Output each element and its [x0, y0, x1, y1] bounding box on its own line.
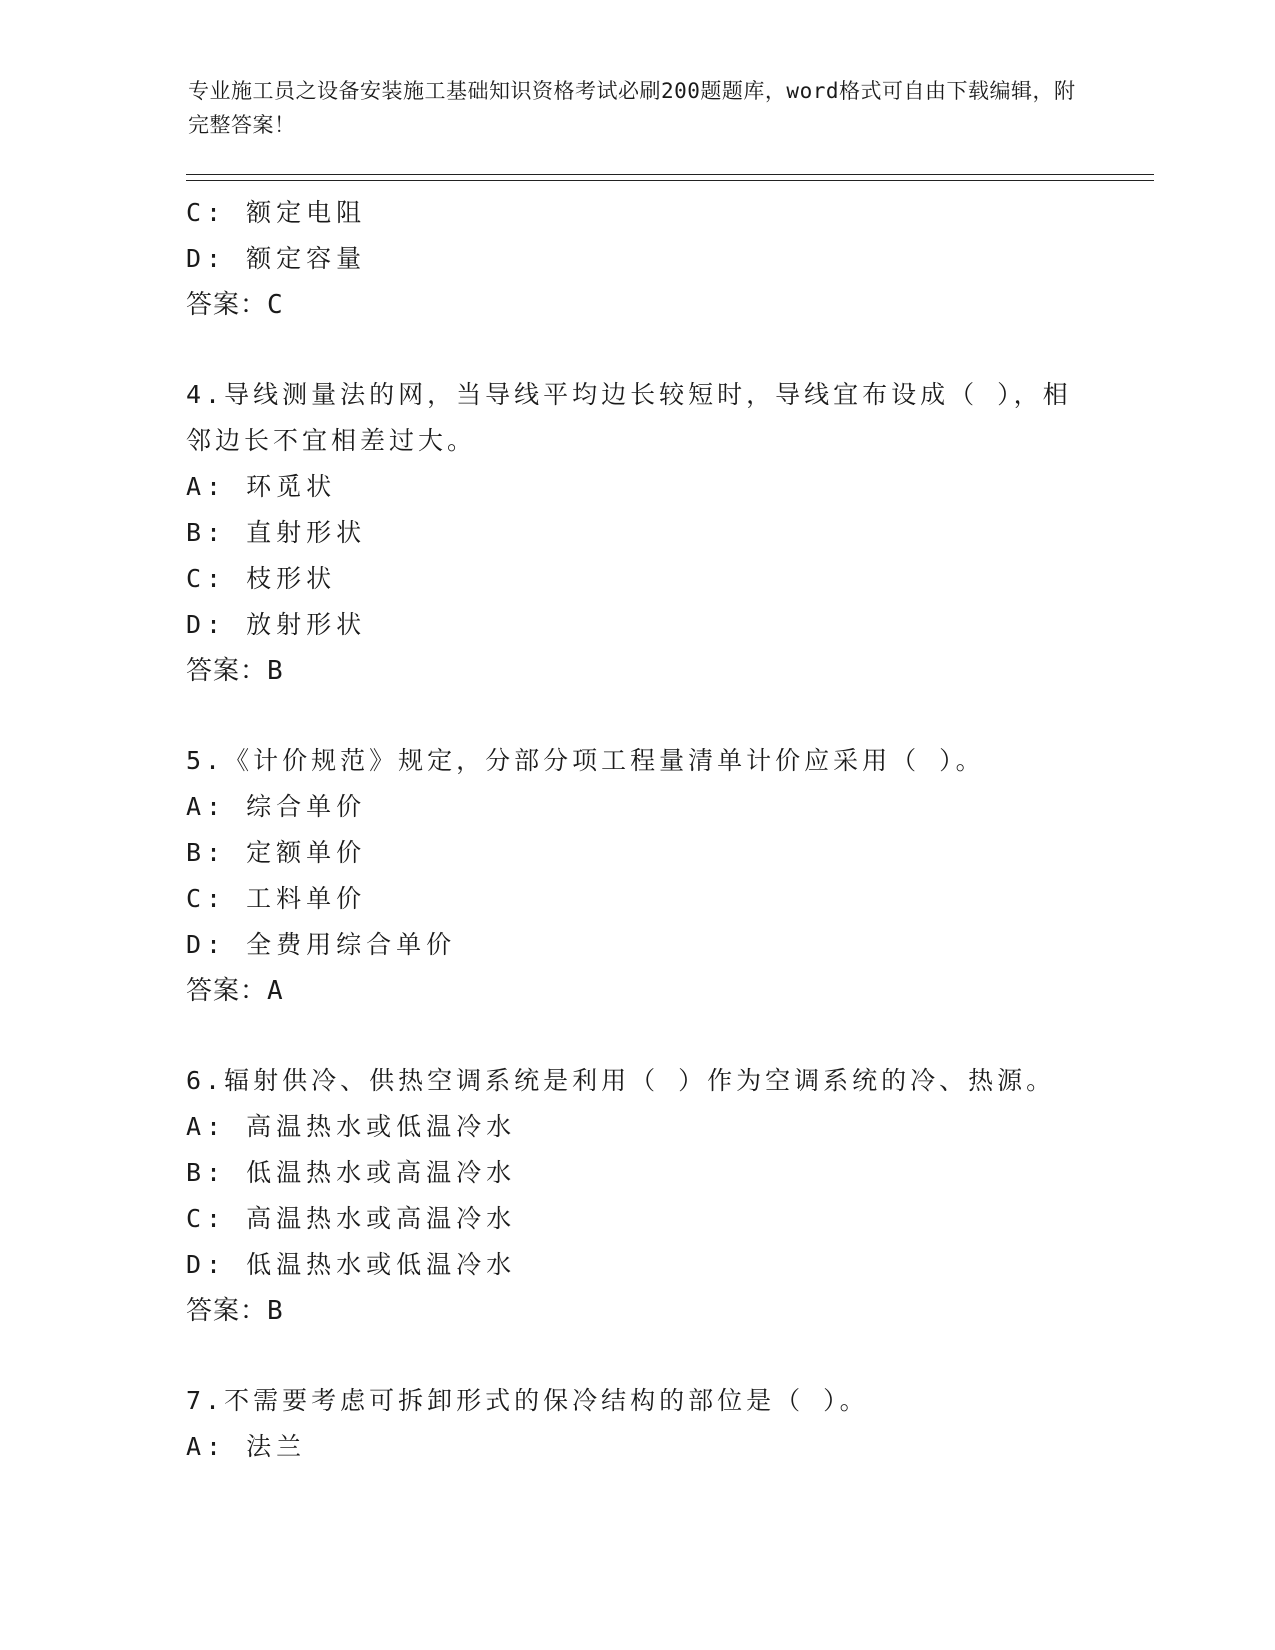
- answer: 答案：B: [186, 656, 284, 686]
- answer: 答案：B: [186, 1296, 284, 1326]
- question-stem: 5.《计价规范》规定，分部分项工程量清单计价应采用（ ）。: [186, 746, 985, 775]
- option-a: A: 综合单价: [186, 792, 367, 821]
- option-d: D: 放射形状: [186, 610, 367, 639]
- question-stem: 6.辐射供冷、供热空调系统是利用（ ）作为空调系统的冷、热源。: [186, 1066, 1056, 1095]
- document-header: 专业施工员之设备安装施工基础知识资格考试必刷200题题库，word格式可自由下载编辑，附完整答案！: [188, 79, 1076, 137]
- option-c: C: 额定电阻: [186, 198, 367, 227]
- option-c: C: 工料单价: [186, 884, 367, 913]
- header-rule-bottom: [186, 180, 1154, 181]
- option-b: B: 直射形状: [186, 518, 367, 547]
- option-b: B: 低温热水或高温冷水: [186, 1158, 517, 1187]
- header-rule-top: [186, 174, 1154, 175]
- answer: 答案：A: [186, 976, 284, 1006]
- question-stem: 7.不需要考虑可拆卸形式的保冷结构的部位是（ ）。: [186, 1386, 869, 1415]
- option-d: D: 低温热水或低温冷水: [186, 1250, 517, 1279]
- option-a: A: 高温热水或低温冷水: [186, 1112, 517, 1141]
- option-c: C: 枝形状: [186, 564, 337, 593]
- option-a: A: 环觅状: [186, 472, 337, 501]
- option-d: D: 额定容量: [186, 244, 367, 273]
- option-b: B: 定额单价: [186, 838, 367, 867]
- option-d: D: 全费用综合单价: [186, 930, 457, 959]
- option-a: A: 法兰: [186, 1432, 307, 1461]
- question-stem: 4.导线测量法的网，当导线平均边长较短时，导线宜布设成（ ），相邻边长不宜相差过大。: [186, 380, 1072, 455]
- answer: 答案：C: [186, 290, 284, 320]
- question-list: [186, 190, 1086, 1470]
- option-c: C: 高温热水或高温冷水: [186, 1204, 517, 1233]
